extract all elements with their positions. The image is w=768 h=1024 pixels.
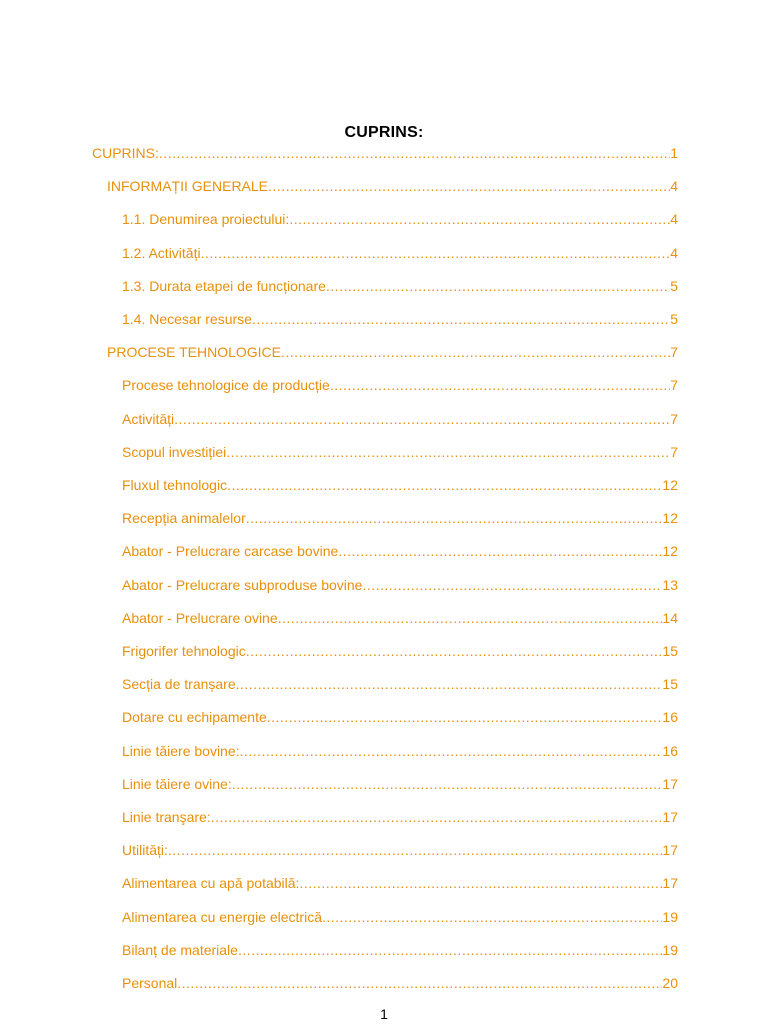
- toc-entry[interactable]: [92, 145, 678, 165]
- toc-entry-text: Alimentarea cu energie electrică: [122, 908, 322, 925]
- toc-entry[interactable]: [122, 709, 678, 729]
- toc-entry-text: Recepția animalelor: [122, 510, 246, 527]
- toc-dot-leader: [330, 377, 670, 393]
- toc-entry-page: 19: [662, 908, 678, 925]
- toc-entry-page: 12: [662, 510, 678, 527]
- toc-entry-text: 1.1. Denumirea proiectului:: [122, 211, 290, 228]
- toc-entry[interactable]: [122, 245, 678, 265]
- toc-entry-text: Scopul investiției: [122, 443, 227, 460]
- toc-entry[interactable]: [122, 311, 678, 331]
- toc-entry-text: Linie tăiere ovine:: [122, 775, 232, 792]
- toc-entry[interactable]: [122, 643, 678, 663]
- toc-entry-page: 14: [662, 609, 678, 626]
- toc-entry-page: 17: [662, 875, 678, 892]
- toc-entry[interactable]: [122, 510, 678, 530]
- toc-entry-page: 7: [670, 344, 678, 361]
- toc-dot-leader: [177, 975, 662, 991]
- toc-entry-page: 19: [662, 941, 678, 958]
- toc-entry[interactable]: [107, 344, 678, 364]
- toc-dot-leader: [238, 942, 662, 958]
- toc-entry-text: Bilanț de materiale: [122, 941, 238, 958]
- toc-dot-leader: [289, 211, 670, 227]
- toc-dot-leader: [232, 776, 663, 792]
- toc-dot-leader: [362, 577, 662, 593]
- toc-entry[interactable]: [122, 975, 678, 995]
- toc-entry-page: 5: [670, 311, 678, 327]
- toc-entry[interactable]: [122, 776, 678, 796]
- toc-entry-page: 13: [662, 576, 678, 593]
- toc-entry[interactable]: [122, 842, 678, 862]
- toc-entry-page: 7: [670, 377, 678, 394]
- toc-entry-text: 1.4. Necesar resurse: [122, 311, 252, 327]
- toc-entry-text: Dotare cu echipamente: [122, 709, 267, 726]
- toc-dot-leader: [268, 178, 670, 194]
- toc-entry-page: 15: [662, 643, 678, 659]
- toc-dot-leader: [326, 278, 670, 294]
- toc-entry-page: 17: [662, 809, 678, 825]
- toc-entry-text: PROCESE TEHNOLOGICE: [107, 344, 282, 361]
- toc-entry-page: 12: [662, 477, 678, 493]
- toc-dot-leader: [281, 344, 670, 360]
- toc-dot-leader: [226, 444, 670, 460]
- toc-entry-page: 17: [662, 775, 678, 792]
- toc-entry-text: Fluxul tehnologic: [122, 477, 228, 493]
- toc-entry[interactable]: [122, 411, 678, 431]
- toc-dot-leader: [252, 311, 670, 327]
- toc-heading: CUPRINS:: [344, 124, 424, 141]
- toc-entry-text: Secția de tranșare: [122, 676, 236, 693]
- toc-entry-page: 16: [662, 709, 678, 726]
- toc-entry-page: 5: [670, 277, 678, 294]
- toc-entry[interactable]: [122, 942, 678, 962]
- toc-entry[interactable]: [122, 809, 678, 829]
- toc-entry[interactable]: [107, 178, 678, 198]
- toc-entry-text: Linie tranşare:: [122, 809, 211, 825]
- toc-entry[interactable]: [122, 577, 678, 597]
- toc-entry-text: Personal: [122, 975, 178, 991]
- toc-dot-leader: [159, 145, 670, 161]
- toc-entry-text: Frigorifer tehnologic: [122, 643, 246, 659]
- toc-entry[interactable]: [122, 676, 678, 696]
- toc-entry-text: INFORMAȚII GENERALE: [107, 178, 269, 195]
- toc-dot-leader: [174, 411, 670, 427]
- toc-entry-page: 17: [662, 842, 678, 859]
- toc-dot-leader: [267, 709, 663, 725]
- toc-dot-leader: [278, 610, 663, 626]
- toc-entry-text: 1.3. Durata etapei de funcționare: [122, 277, 326, 294]
- toc-entry-text: Utilități:: [122, 842, 168, 859]
- toc-entry[interactable]: [122, 543, 678, 563]
- toc-dot-leader: [227, 477, 662, 493]
- toc-entry-text: 1.2. Activități: [122, 244, 201, 261]
- toc-entry-page: 15: [662, 676, 678, 693]
- toc-dot-leader: [168, 842, 663, 858]
- toc-dot-leader: [236, 676, 663, 692]
- toc-entry-text: Procese tehnologice de producție: [122, 377, 330, 394]
- toc-entry[interactable]: [122, 477, 678, 497]
- toc-dot-leader: [338, 543, 662, 559]
- toc-entry-page: 4: [670, 244, 678, 261]
- toc-dot-leader: [201, 245, 671, 261]
- toc-entry[interactable]: [122, 909, 678, 929]
- toc-entry-page: 4: [670, 178, 678, 195]
- toc-entry-page: 20: [662, 975, 678, 991]
- toc-entry-page: 12: [662, 543, 678, 560]
- toc-entry-text: Abator - Prelucrare subproduse bovine: [122, 576, 363, 593]
- toc-entry[interactable]: [122, 377, 678, 397]
- toc-dot-leader: [246, 643, 663, 659]
- toc-entry-page: 7: [670, 410, 678, 427]
- toc-entry-page: 16: [662, 742, 678, 759]
- toc-dot-leader: [211, 809, 663, 825]
- toc-entry-page: 1: [670, 145, 678, 161]
- toc-entry-text: CUPRINS:: [92, 145, 159, 161]
- toc-entry-text: Alimentarea cu apă potabilă:: [122, 875, 300, 892]
- toc-entry[interactable]: [122, 278, 678, 298]
- toc-entry-page: 4: [670, 211, 678, 228]
- toc-dot-leader: [299, 875, 662, 891]
- toc-entry-text: Abator - Prelucrare ovine: [122, 609, 278, 626]
- toc-dot-leader: [322, 909, 662, 925]
- toc-entry[interactable]: [122, 875, 678, 895]
- page-number: 1: [380, 1006, 388, 1022]
- toc-entry[interactable]: [122, 610, 678, 630]
- toc-entry-text: Activități: [122, 410, 175, 427]
- toc-entry-page: 7: [670, 443, 678, 460]
- toc-entry[interactable]: [122, 444, 678, 464]
- toc-entry[interactable]: [122, 211, 678, 231]
- toc-dot-leader: [240, 743, 663, 759]
- toc-entry[interactable]: [122, 743, 678, 763]
- toc-entry-text: Linie tăiere bovine:: [122, 742, 240, 759]
- toc-dot-leader: [246, 510, 663, 526]
- toc-entry-text: Abator - Prelucrare carcase bovine: [122, 543, 339, 560]
